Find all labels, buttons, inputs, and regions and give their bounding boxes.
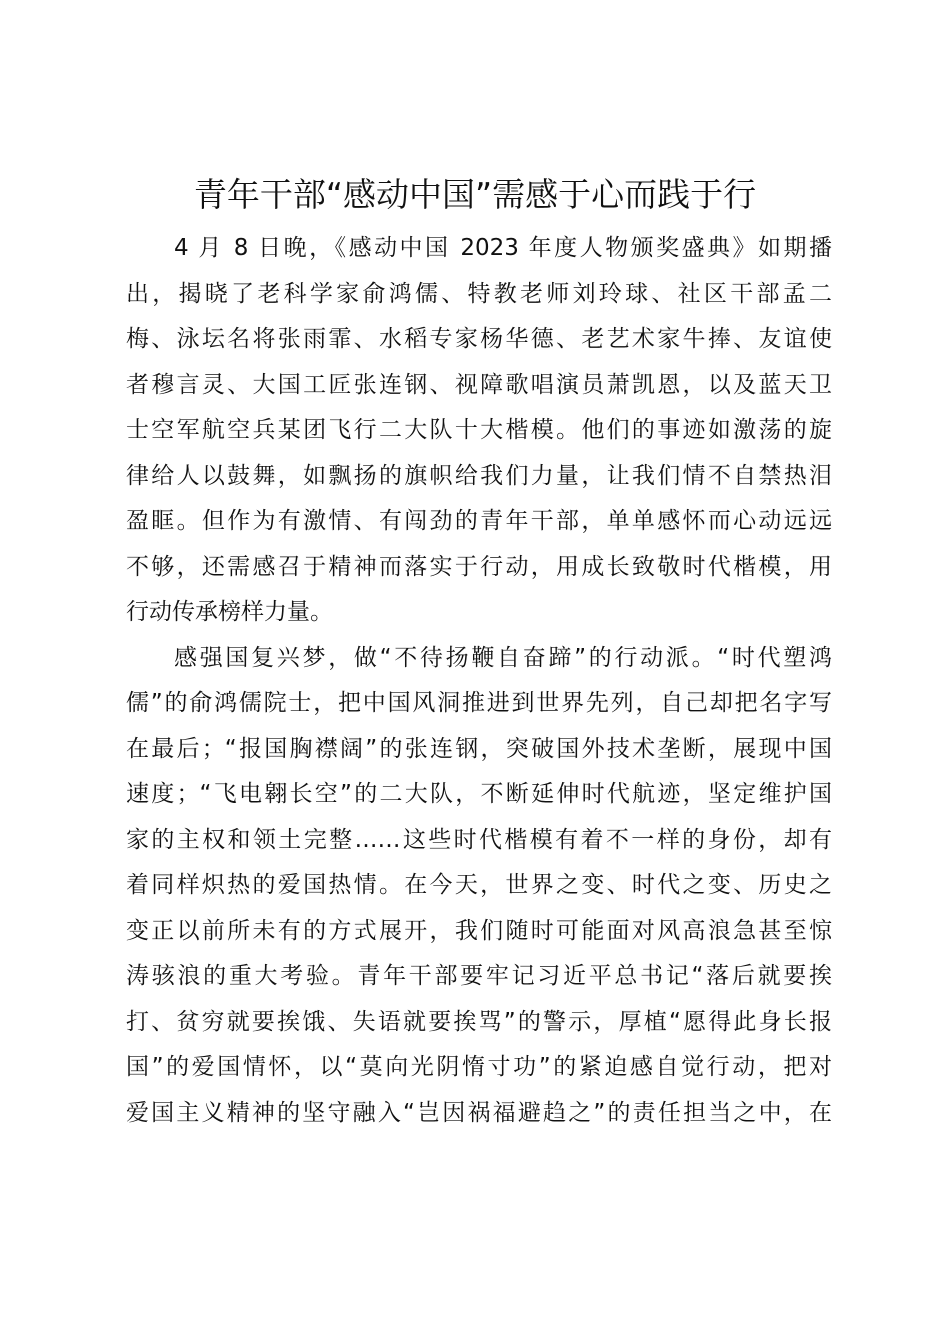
text-line: 者穆言灵、大国工匠张连钢、视障歌唱演员萧凯恩，以及蓝天卫 — [126, 371, 832, 398]
text-line: 爱国主义精神的坚守融入“岂因祸福避趋之”的责任担当之中，在 — [126, 1099, 832, 1126]
text-line: 士空军航空兵某团飞行二大队十大楷模。他们的事迹如激荡的旋 — [126, 417, 832, 443]
text-line: 行动传承榜样力量。 — [126, 599, 333, 625]
text-line: 感强国复兴梦，做“不待扬鞭自奋蹄”的行动派。“时代塑鸿 — [174, 644, 832, 671]
text-line: 涛骇浪的重大考验。青年干部要牢记习近平总书记“落后就要挨 — [126, 963, 832, 989]
text-line: 国”的爱国情怀，以“莫向光阴惰寸功”的紧迫感自觉行动，把对 — [126, 1054, 832, 1080]
text-line: 打、贫穷就要挨饿、失语就要挨骂”的警示，厚植“愿得此身长报 — [126, 1008, 832, 1035]
text-line: 变正以前所未有的方式展开，我们随时可能面对风高浪急甚至惊 — [126, 917, 832, 944]
text-line: 在最后；“报国胸襟阔”的张连钢，突破国外技术垄断，展现中国 — [126, 735, 832, 762]
text-line: 盈眶。但作为有激情、有闯劲的青年干部，单单感怀而心动远远 — [126, 508, 832, 534]
text-line: 着同样炽热的爱国热情。在今天，世界之变、时代之变、历史之 — [126, 872, 832, 898]
document-title: 青年干部“感动中国”需感于心而践于行 — [193, 175, 757, 214]
text-line: 家的主权和领土完整……这些时代楷模有着不一样的身份，却有 — [126, 826, 832, 853]
paragraph-2 — [126, 636, 832, 1137]
paragraph-1 — [126, 226, 832, 636]
text-line: 儒”的俞鸿儒院士，把中国风洞推进到世界先列，自己却把名字写 — [126, 690, 832, 716]
text-line: 不够，还需感召于精神而落实于行动，用成长致敬时代楷模，用 — [126, 553, 832, 580]
text-line: 出，揭晓了老科学家俞鸿儒、特教老师刘玲球、社区干部孟二 — [126, 280, 832, 307]
text-line: 速度；“飞电翱长空”的二大队，不断延伸时代航迹，坚定维护国 — [126, 781, 832, 807]
text-line: 梅、泳坛名将张雨霏、水稻专家杨华德、老艺术家牛捧、友谊使 — [126, 326, 832, 352]
document-body — [126, 226, 832, 1136]
text-line: 4 月 8 日晚，《感动中国 2023 年度人物颁奖盛典》如期播 — [174, 235, 832, 261]
text-line: 律给人以鼓舞，如飘扬的旗帜给我们力量，让我们情不自禁热泪 — [126, 462, 832, 489]
